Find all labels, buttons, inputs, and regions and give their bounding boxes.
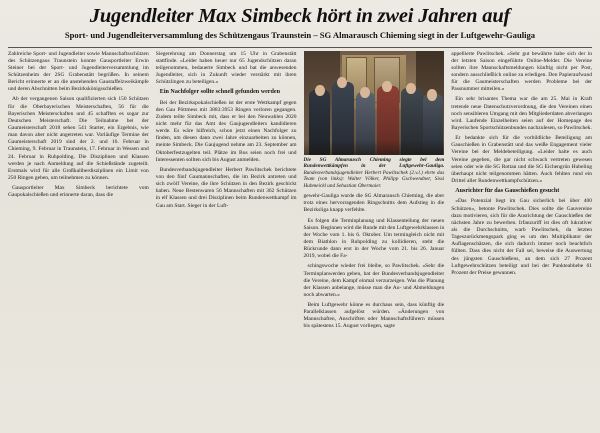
column-3	[304, 51, 445, 427]
paragraph: Er bedankte sich für die vorbildliche Beteiligung am Gauschießen in Grabenstätt und das weiße Engagement vieler Vereine bei der Meldebeteiligung. «Leider halte es auch Vereine gegeben, die gar nicht schwach vertreten gewesen seien oder wie die SG Rottau und die SG Eichengrün Hubeling überhaupt nicht teilgenommen hätten. Auch fehlten rund ein Drittel aller Rundenwettkampfschützen.»	[451, 135, 592, 184]
paragraph: Es folgen die Terminplanung und Klassenteilung der neuen Saison. Beginnen wird die Runde mit den Luftgewehrklassen in der Woche vom 1. bis 6. Oktober. Um termingleich nicht mit dem Biathlon in Ruhpolding zu kollidieren, steht die Rückrunde dann erst in der Woche vom 21. bis 26. Januar 2019, wobei die Fa-	[303, 217, 445, 260]
photo-caption-lead: Die SG Almarausch Chieming siegte bei dem Rundenwettkämpfen in der Luftgewehr-Gauliga.	[303, 156, 445, 170]
paragraph: «Das Potenzial liegt im Gau sicherlich bei über 400 Schützen», betonte Pawlitschek. Dies sollte die Gauvereine dazu motivieren, sich für die Ausrichtung der Gauschießen der nächsten Jahre zu bewerben. Irfanzuriff ist dies oft lukrativer als die Durchschnitts, warb Pawlitschek, da letzten Tageszurückmengspark ging es um den Multiplikator der Auflagenschätzen, die sich dadurch immer noch beachtlich füllten. Dass dies nicht der Fall sei, beweise die Auswertung des jüngsten Gauschießens, an dem sich 27 Prozent Luftgewehrschützen beteiligt und bei der Punkteabhebe 61 Prozent der Preise gewannen.	[451, 198, 592, 276]
paragraph: Ein sehr brisantes Thema war die am 25. Mai in Kraft tretende neue Datenschutzverordnung, die den Vereinen einen noch sensibleren Umgang mit den Mitgliederdaten abverlangen wird. Laufende Einzelheiten seien auf der Homepage des Bayerischen Sportschützenbundes nachzulesen, so Pawlitschek.	[451, 96, 592, 131]
paragraph: Siegerehrung am Donnerstag um 15 Uhr in Grabenstätt stattfinde. «Leider haben heuer nur 65 Jugendschützen daran teilgenommen, bedauerte Simbeck und bat die anwesenden Jugendleiter, sich in Zukunft wieder verstärkt mit ihren Schützlingen zu beteiligen.»	[155, 50, 297, 86]
divider	[8, 47, 592, 48]
paragraph: Bundesverbandsjugendleiter Herbert Pawlitschek berichtete von den fünf Gaumannschaften, die im Bezirk antreten und sich zwölf Vereine, die ihre Schützen in den Bezirk geschickt haben. Neue Bestenwaren 56 Mannschaften mit 362 Schützen in elf Klassen und drei Disziplinen beim Rundenwettkampf im Gau am Start. Sieger in der Luft-	[155, 166, 297, 209]
column-2	[156, 51, 297, 427]
subsection-heading: Ein Nachfolger sollte schnell gefunden werden	[159, 89, 280, 96]
page-title: Jugendleiter Max Simbeck hört in zwei Jahren auf	[89, 5, 511, 27]
column-4	[451, 51, 592, 427]
paragraph: schingswoche wieder frei bleibe, so Pawlitschek. «Sehr die Terminplanwerden geben, bat der Bundesverbandsjugendleiter die Vereine, dem Kampf einmal verzurzeigen. Was die Planung der Klassen anbelange, müsse man die Au- und Abmeldungen noch abwarten.»	[303, 263, 445, 298]
subsection-heading: Ausrichter für das Gauschießen gesucht	[455, 188, 560, 195]
paragraph: Gausportleiter Max Simbeck berichtete vom Gaupokalschießen und erinnerte daran, dass die	[8, 185, 149, 199]
paragraph: Beim Luftgewehr könne es durchaus sein, dass künftig die Parallelklassen aufgelöst würden. «Änderungen von Mannschaften, Anschriften oder Mannschaftsführern müssen bis spätestens 15. August vorliegen, sagte	[303, 302, 445, 330]
paragraph: Bei der Bezirkspokalschießen ist der erste Wettkampf gegen den Gau Pöttmess mit 3883:3953 Ringen verloren gegangen. Zudem teilte Simbeck mit, dass er bei den Neuwahlen 2020 nicht mehr für das Amt des Gaujugendleiters kandidieren werde. Es wäre hilfreich, schon jetzt einen Nachfolger zu finden, um diesen dann zwei Jahre einzuarbeiten zu können, meinte Simbeck. Die Gaujugend nehme am 23. September am Oktoberfestzugelten teil. Plätze im Bus seien noch frei und Interessenten sollten sich bis August anmelden.	[155, 99, 297, 163]
article-columns	[0, 51, 600, 431]
group-photo-sg-almarausch-chieming	[304, 51, 445, 155]
subheadline: Sport- und Jugendleiterversammlung des Schützengaus Traunstein – SG Almarausch Chieming siegt in der Luftgewehr-Gauliga	[64, 29, 536, 40]
paragraph: gewehr-Gauliga wurde die SG Almarausch Chieming, die aber trotz eines hervorragenden Ringschnitts dem Aufstieg in die Bezirksliga knapp verfehlte.	[303, 193, 445, 214]
column-1	[8, 51, 149, 427]
photo-caption-rest: Bundesverbandsjugendleiter Herbert Pawlitschek (2.v.l.) ehrte das Team (von links): Walter Völker, Philipp Gschwendner, Sissi Hubmeickl und Sebastian Obermaier.	[303, 169, 445, 189]
paragraph: Zahlreiche Sport- und Jugendleiter sowie Mannschaftsschützen des Schützengaus Traunstein konnte Gausportleiter Erwin Steiner bei der Sport- und Jugendleiterversammlung im Schützenheim der 2SG Grabenstätt begrüßen. In seinem Bericht erinnerte er an die anstehenden Gaustaffelzweikämpfe und deren Abschnitten beim Bezirkskönigsschießen.	[8, 50, 149, 93]
paragraph: Ab der vergangenen Saison qualifizierten sich 150 Schützen für die Oberbayerischen Meisterschaften, 56 für die Bayerischen Meisterschaften und 45 schafften es sogar zur Deutschen Meisterschaft. Die Teilnahme bei der Gaumeisterschaft 2018 sehen 541 Starter, ein Ergebnis, wie man davon aber nicht angetreten war. Vorläufige Termine der Gaumeisterschaft 2019 sind der 2. und 16. Februar in Chieming, 9. Februar in Traunstein, 17. Februar in Wessen und 24. Februar in Ruhpolding. Die Disziplinen und Klassen werden je nach Anmeldung auf die Schießstände zugeteilt. Erstmals wird für alle Großkaliberdisziplinen ein Limit von 250 Ringen geben, um teilnehmen zu können.	[8, 96, 149, 181]
paragraph: appellierte Pawlitschek. «Sehr gut bewährte habe sich der in der letzten Saison eingeführte Online-Melder. Die Vereine sollten ihre Mannschaftsmeldungen künftig nicht per Post, sondern ausschließlich online zu erledigen. Den Papieraufwand für die Gaumeisterschaften werden Probleme bei der Passnummer mitteilen.»	[451, 50, 592, 93]
photo-caption	[304, 157, 445, 190]
